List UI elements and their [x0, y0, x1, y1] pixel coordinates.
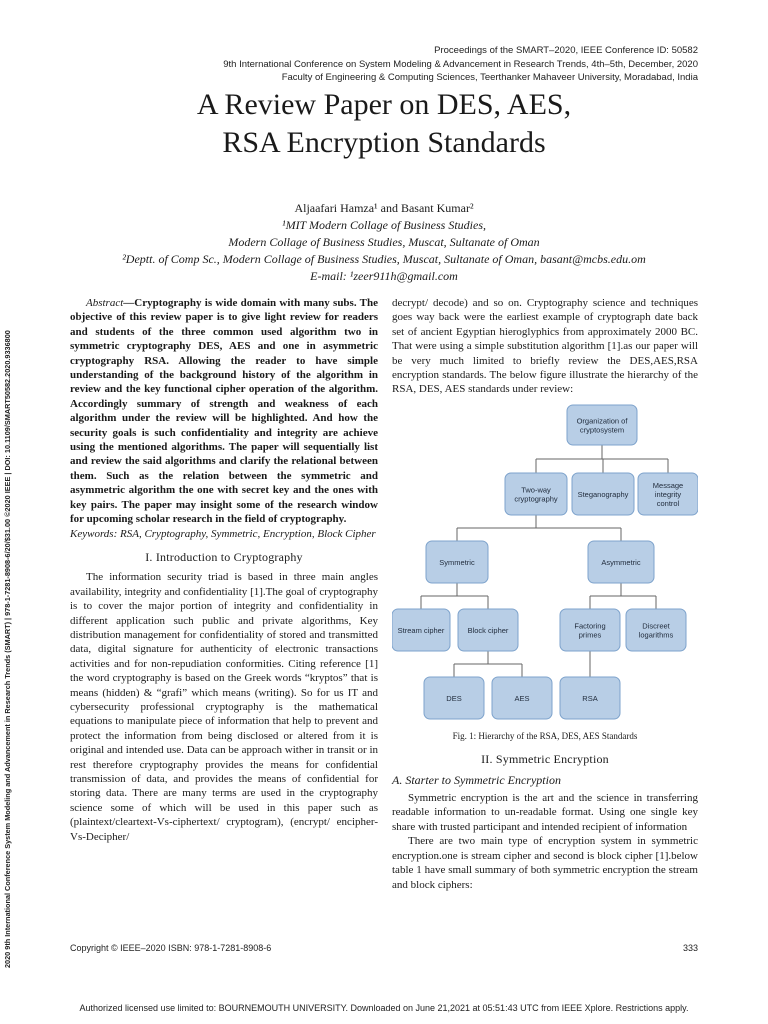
author-email: E-mail: ¹zeer911h@gmail.com: [310, 269, 458, 283]
hierarchy-figure: [392, 401, 698, 729]
abstract: [70, 296, 378, 527]
doi-sidebar: [0, 0, 40, 1024]
node-aes: [492, 677, 552, 719]
node-label-stream: Stream cipher: [397, 625, 445, 635]
header-line-3: Faculty of Engineering & Computing Sciences, Teerthanker Mahaveer University, Moradabad, India: [281, 72, 698, 83]
author-block: [70, 200, 698, 285]
node-twoway: [505, 473, 567, 515]
node-label-stego: Steganography: [577, 489, 629, 499]
node-block: [458, 609, 518, 651]
affiliation-1b: Modern Collage of Business Studies, Muscat, Sultanate of Oman: [228, 235, 540, 249]
sidebar-citation: 2020 9th International Conference System Modeling and Advancement in Research Trends (SMART) | 978-1-7281-8908-6/20/$31.00 ©2020 IEEE | DOI: 10.1109/SMART50582.2020.9336800: [3, 330, 12, 968]
license-notice: Authorized licensed use limited to: BOURNEMOUTH UNIVERSITY. Downloaded on June 21,2021 at 05:51:43 UTC from IEEE Xplore. Restrictions apply.: [79, 1003, 689, 1013]
page-footer: [70, 943, 698, 953]
node-label-factoring: primes: [578, 630, 602, 640]
figure-caption: Fig. 1: Hierarchy of the RSA, DES, AES Standards: [452, 730, 638, 741]
section-2-paragraph-1: Symmetric encryption is the art and the science in transferring readable information to un-readable format. Using one single key share with trusted participant and intended recipient of information: [392, 792, 698, 833]
node-stream: [392, 609, 450, 651]
section-2a-heading: A. Starter to Symmetric Encryption: [392, 772, 561, 787]
paper-title: [70, 86, 698, 162]
abstract-lead: Abstract: [86, 297, 124, 309]
node-stego: [572, 473, 634, 515]
title-line-2: RSA Encryption Standards: [222, 126, 546, 159]
affiliation-1a: ¹MIT Modern Collage of Business Studies,: [281, 218, 487, 232]
node-label-root: Organization of: [576, 416, 628, 426]
title-line-1: A Review Paper on DES, AES,: [196, 88, 572, 121]
node-label-mic: control: [656, 498, 680, 508]
node-label-discrete: Discreet: [642, 621, 670, 631]
page-number: 333: [682, 943, 698, 953]
node-label-mic: Message: [652, 480, 684, 490]
diagram-nodes: [392, 405, 698, 719]
node-label-discrete: logarithms: [638, 630, 674, 640]
node-label-root: cryptosystem: [579, 425, 625, 435]
author-names: Aljaafari Hamza¹ and Basant Kumar²: [294, 201, 474, 215]
keywords: Keywords: RSA, Cryptography, Symmetric, Encryption, Block Cipher: [70, 527, 376, 540]
node-symmetric: [426, 541, 488, 583]
node-label-asymmetric: Asymmetric: [601, 557, 641, 567]
node-label-aes: AES: [514, 693, 530, 703]
section-2-heading: II. Symmetric Encryption: [481, 752, 609, 767]
proceedings-header: [78, 44, 698, 85]
node-factoring: [560, 609, 620, 651]
section-1-paragraph-continued: decrypt/ decode) and so on. Cryptography science and techniques goes way back were the earliest example of cryptograph date back set of ancient Egyptian hieroglyphics from approximately 2000 BC. That were using a simple substitution algorithm [1].as our paper will be very much limited to briefly review the DES,AES,RSA encryption standards. The below figure illustrate the hierarchy of the RSA, DES, AES standards under review:: [392, 297, 698, 396]
node-asymmetric: [588, 541, 654, 583]
abstract-text: —Cryptography is wide domain with many subs. The objective of this review paper is to give light review for readers and students of the three common used algorithm two in symmetric cryptography DES, AES and one in asymmetric cryptography RSA. Allowing the reader to have simple understanding of the background history of the algorithm in review and the key functional cipher operation of the algorithm. Accordingly summary of strength and weakness of each algorithm under the review will be highlighted. And how the security goals is such confidentiality and integrity are achieve using the mentioned algorithms. The paper will sequentially list and review the said algorithms and clarify the relational between them. Such as the relation between the symmetric and asymmetric algorithm the one with secret key and the ones with key pairs. The paper may insight some of the research window for upcoming scholar research in the field of cryptography.: [70, 297, 378, 526]
section-1-paragraph: The information security triad is based in three main angles availability, integrity and confidentiality [1].The goal of cryptography is to cover the major portion of integrity and confidentiality in different application such public and private algorithms, Key distribution management for confidentiality of stored and transmitted data, digital signature for authenticity of electronic transactions activities and for non-repudiation conformities. Citing reference [1] the word cryptography is based on the Greek words “kryptos” that is means (hidden) & “grafi” which means (writing). So for us IT and cybersecurity professional cryptography is the mathematical equations to manipulate piece of information that help to prevent and protect the information from being disclosed or altered from it is original and intended use. Data can be approach wither in transit or in rest therefore cryptography provides the means for confidential transmission of data, and provides the means of confidential for storing data. There are many terms are used in the cryptography science some of which will be used in this paper such as (plaintext/cleartext-Vs-ciphertext/ cryptogram), (encrypt/ encipher-Vs-Decipher/: [70, 571, 378, 843]
left-column: [70, 296, 378, 844]
node-label-mic: integrity: [654, 489, 682, 499]
node-label-twoway: Two-way: [521, 485, 551, 495]
hierarchy-diagram: [392, 401, 698, 729]
node-label-factoring: Factoring: [574, 621, 606, 631]
node-root: [567, 405, 637, 445]
node-des: [424, 677, 484, 719]
node-label-des: DES: [446, 693, 462, 703]
node-discrete: [626, 609, 686, 651]
node-label-block: Block cipher: [467, 625, 509, 635]
header-line-1: Proceedings of the SMART–2020, IEEE Conference ID: 50582: [434, 45, 698, 56]
right-column: [392, 296, 698, 892]
section-2-paragraph-2: There are two main type of encryption system in symmetric encryption.one is stream cipher and second is block cipher [1].below table 1 have small summary of both symmetric encryption the stream and block ciphers:: [392, 835, 698, 891]
node-label-symmetric: Symmetric: [439, 557, 475, 567]
copyright-line: Copyright © IEEE–2020 ISBN: 978-1-7281-8908-6: [70, 943, 272, 953]
section-1-heading: I. Introduction to Cryptography: [145, 549, 303, 564]
node-mic: [638, 473, 698, 515]
affiliation-2: ²Deptt. of Comp Sc., Modern Collage of Business Studies, Muscat, Sultanate of Oman, basant@mcbs.edu.om: [122, 252, 646, 266]
header-line-2: 9th International Conference on System Modeling & Advancement in Research Trends, 4th–5th, December, 2020: [223, 58, 698, 70]
node-rsa: [560, 677, 620, 719]
node-label-twoway: cryptography: [514, 494, 558, 504]
node-label-rsa: RSA: [582, 693, 598, 703]
